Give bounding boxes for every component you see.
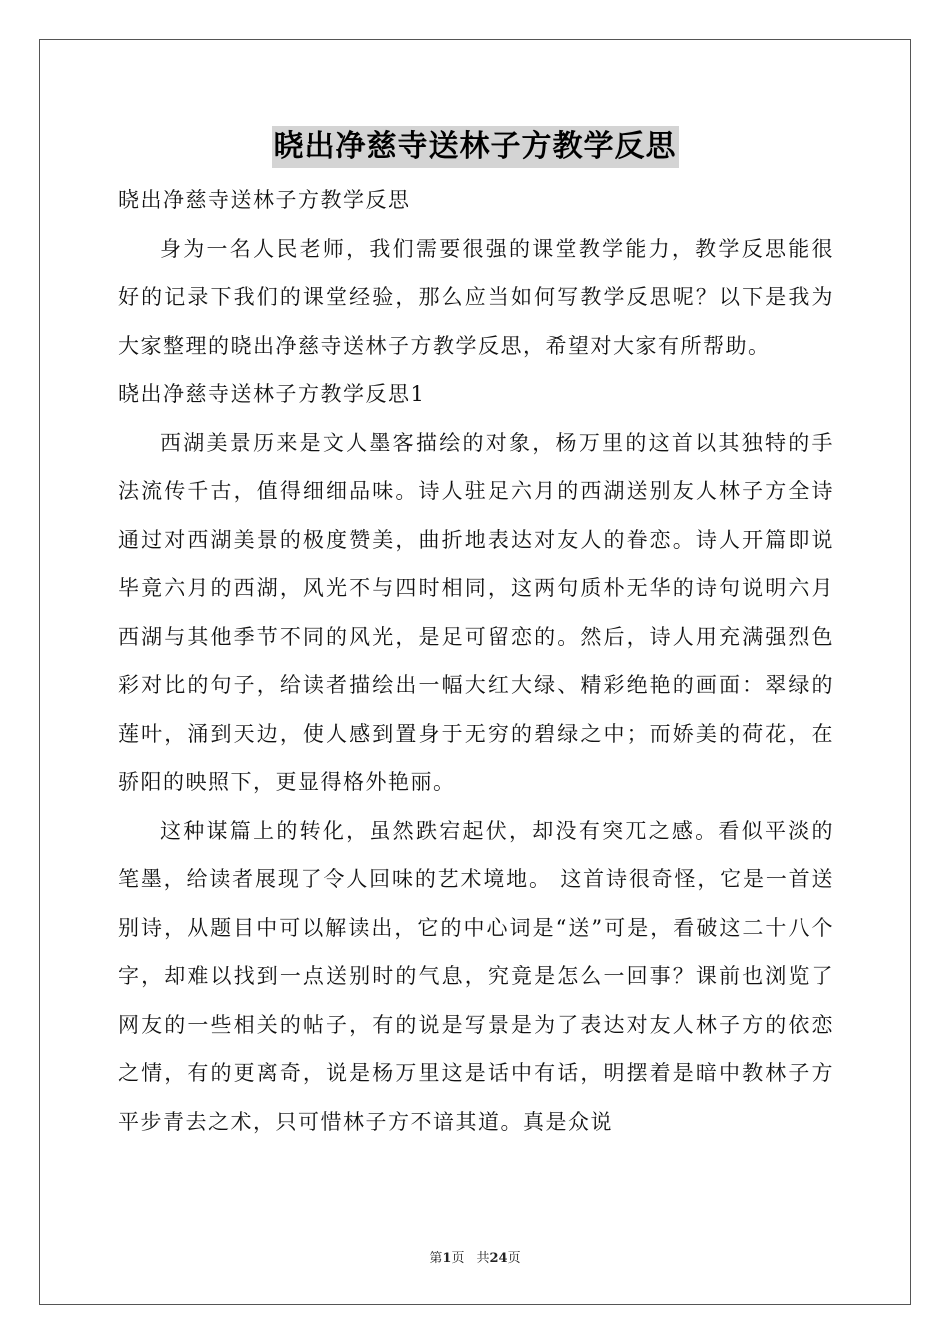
total-pages: 24	[489, 1251, 508, 1266]
body-paragraph: 西湖美景历来是文人墨客描绘的对象，杨万里的这首以其独特的手法流传千古，值得细细品味。诗人驻足六月的西湖送别友人林子方全诗通过对西湖美景的极度赞美，曲折地表达对友人的眷恋。诗人开篇即说毕竟六月的西湖，风光不与四时相同，这两句质朴无华的诗句说明六月西湖与其他季节不同的风光，是足可留恋的。然后，诗人用充满强烈色彩对比的句子，给读者描绘出一幅大红大绿、精彩绝艳的画面：翠绿的莲叶，涌到天边，使人感到置身于无穷的碧绿之中；而娇美的荷花，在骄阳的映照下，更显得格外艳丽。	[118, 430, 834, 794]
total-prefix: 共	[476, 1251, 490, 1266]
page-footer	[0, 1247, 950, 1266]
intro-paragraph: 身为一名人民老师，我们需要很强的课堂教学能力，教学反思能很好的记录下我们的课堂经验，那么应当如何写教学反思呢？以下是我为大家整理的晓出净慈寺送林子方教学反思，希望对大家有所帮助。	[118, 236, 834, 358]
subtitle-line: 晓出净慈寺送林子方教学反思	[118, 188, 411, 212]
document-body	[118, 176, 834, 1146]
total-suffix: 页	[507, 1251, 521, 1266]
section-heading: 晓出净慈寺送林子方教学反思1	[118, 382, 426, 406]
page-number: 1	[442, 1251, 452, 1266]
page-suffix: 页	[451, 1251, 465, 1266]
page-prefix: 第	[429, 1251, 443, 1266]
document-title: 晓出净慈寺送林子方教学反思	[272, 126, 679, 168]
title-container	[0, 126, 950, 168]
body-paragraph: 这种谋篇上的转化，虽然跌宕起伏，却没有突兀之感。看似平淡的笔墨，给读者展现了令人回味的艺术境地。 这首诗很奇怪，它是一首送别诗，从题目中可以解读出，它的中心词是“送”可是，看破这二十八个字，却难以找到一点送别时的气息，究竟是怎么一回事？课前也浏览了网友的一些相关的帖子，有的说是写景是为了表达对友人林子方的依恋之情，有的更离奇，说是杨万里这是话中有话，明摆着是暗中教林子方平步青去之术，只可惜林子方不谙其道。真是众说	[118, 818, 834, 1134]
